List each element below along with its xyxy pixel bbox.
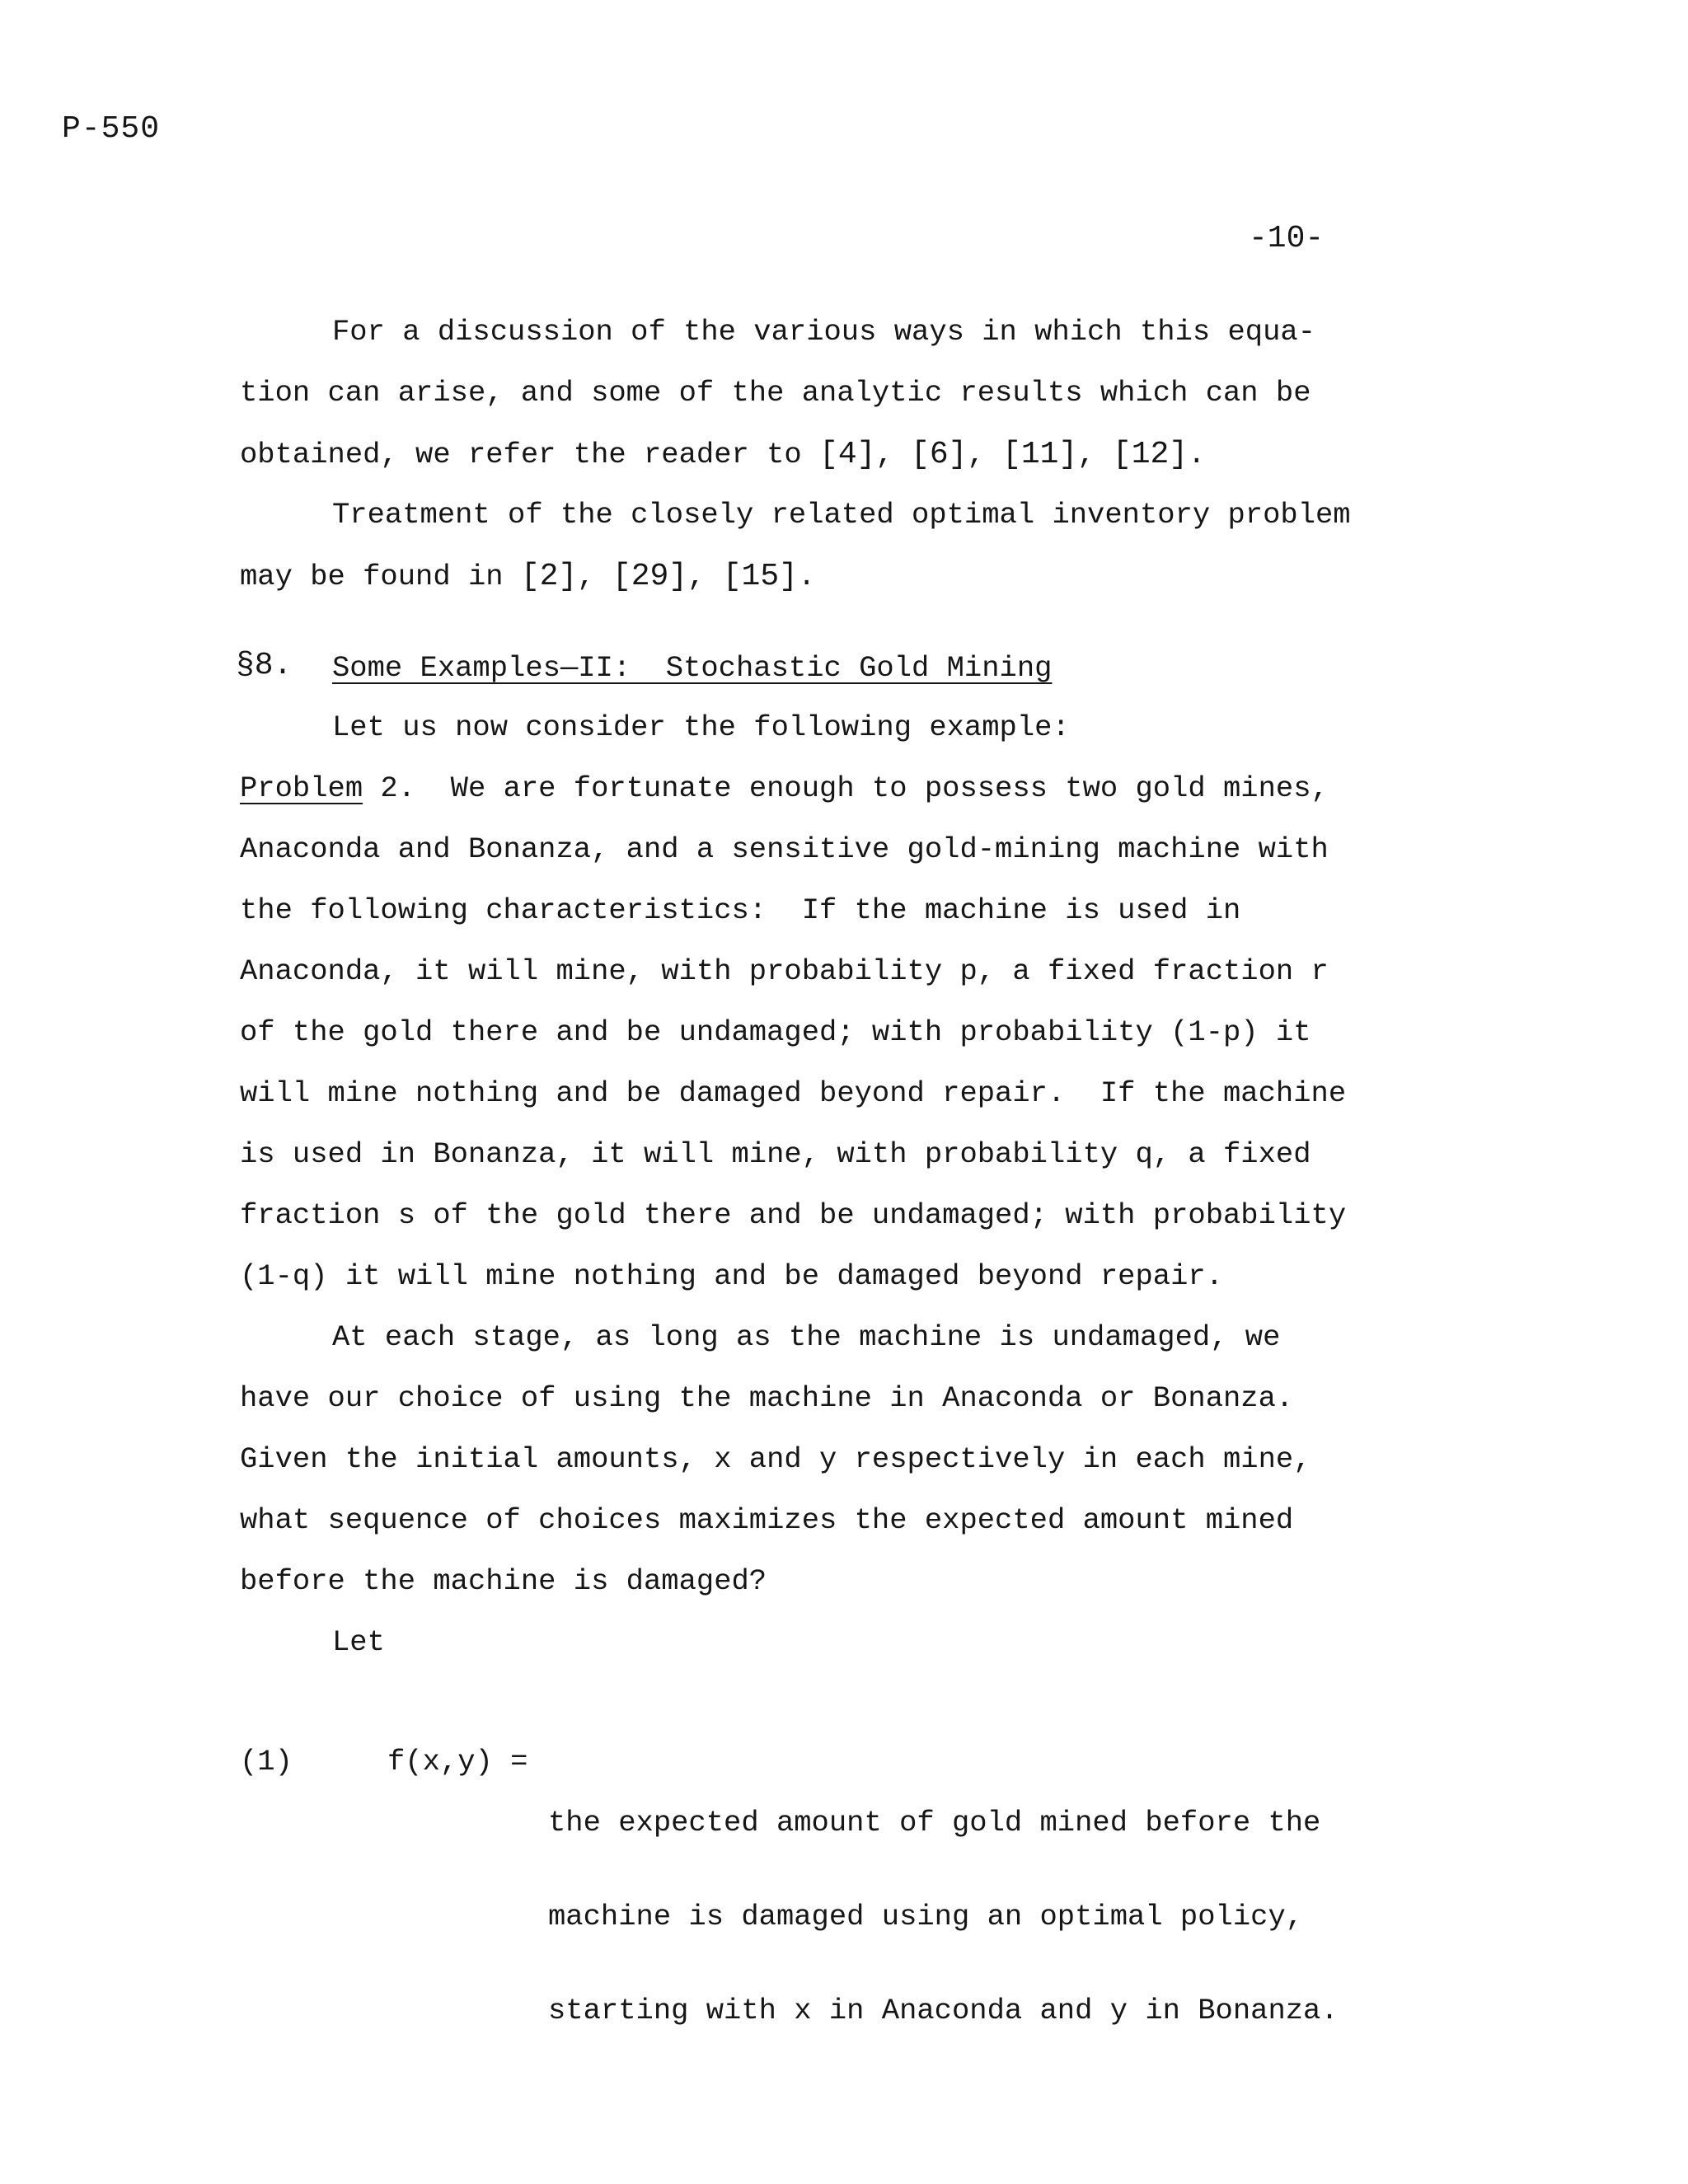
paragraph-line: fraction s of the gold there and be undamaged; with probability bbox=[240, 1198, 1347, 1232]
paragraph-line: Anaconda and Bonanza, and a sensitive gold-mining machine with bbox=[240, 832, 1329, 866]
section-number: §8. bbox=[236, 648, 293, 683]
report-id: P-550 bbox=[62, 111, 161, 147]
paragraph-line: will mine nothing and be damaged beyond repair. If the machine bbox=[240, 1076, 1347, 1110]
paragraph-line: For a discussion of the various ways in which this equa- bbox=[332, 315, 1315, 349]
paragraph-line: obtained, we refer the reader to [4], [6], [11], [12]. bbox=[240, 437, 1206, 472]
section-title: Some Examples—II: Stochastic Gold Mining bbox=[332, 651, 1053, 685]
equation-number: (1) bbox=[240, 1745, 293, 1779]
citation: [12] bbox=[1112, 437, 1189, 472]
problem-first-line bbox=[240, 771, 1329, 805]
citation: [6] bbox=[911, 437, 968, 472]
paragraph-line: Let bbox=[332, 1625, 385, 1659]
equation-lhs: f(x,y) = bbox=[387, 1745, 528, 1779]
paragraph-line: is used in Bonanza, it will mine, with probability q, a fixed bbox=[240, 1137, 1311, 1171]
paragraph-line: what sequence of choices maximizes the expected amount mined bbox=[240, 1503, 1294, 1537]
paragraph-line: have our choice of using the machine in Anaconda or Bonanza. bbox=[240, 1381, 1294, 1415]
problem-label: Problem bbox=[240, 771, 363, 805]
paragraph-line: Given the initial amounts, x and y respectively in each mine, bbox=[240, 1442, 1311, 1476]
citation: [4] bbox=[819, 437, 876, 472]
paragraph-line: Let us now consider the following example: bbox=[332, 710, 1070, 744]
problem-number: 2. bbox=[363, 771, 416, 805]
equation-definition bbox=[548, 1745, 1339, 2089]
paragraph-line: tion can arise, and some of the analytic results which can be bbox=[240, 376, 1311, 410]
equation-line: the expected amount of gold mined before the bbox=[548, 1806, 1321, 1840]
paragraph-line: the following characteristics: If the machine is used in bbox=[240, 893, 1241, 927]
paragraph-line: Anaconda, it will mine, with probability p, a fixed fraction r bbox=[240, 954, 1329, 988]
paragraph-line: before the machine is damaged? bbox=[240, 1564, 767, 1598]
paragraph-line: of the gold there and be undamaged; with probability (1-p) it bbox=[240, 1015, 1311, 1049]
paragraph-line: (1-q) it will mine nothing and be damaged beyond repair. bbox=[240, 1259, 1223, 1293]
equation-line: starting with x in Anaconda and y in Bonanza. bbox=[548, 1994, 1339, 2027]
paragraph-line: Treatment of the closely related optimal inventory problem bbox=[332, 498, 1351, 532]
paragraph-text: may be found in bbox=[240, 560, 521, 593]
equation-line: machine is damaged using an optimal policy, bbox=[548, 1900, 1304, 1933]
paragraph-line: may be found in [2], [29], [15]. bbox=[240, 559, 816, 594]
citation: [11] bbox=[1002, 437, 1078, 472]
citation: [15] bbox=[722, 559, 798, 594]
citation: [29] bbox=[612, 559, 688, 594]
paragraph-line: At each stage, as long as the machine is undamaged, we bbox=[332, 1320, 1281, 1354]
page-number: -10- bbox=[1249, 221, 1325, 256]
paragraph-text: obtained, we refer the reader to bbox=[240, 438, 820, 471]
paragraph-text: We are fortunate enough to possess two gold mines, bbox=[415, 771, 1329, 805]
citation: [2] bbox=[520, 559, 578, 594]
